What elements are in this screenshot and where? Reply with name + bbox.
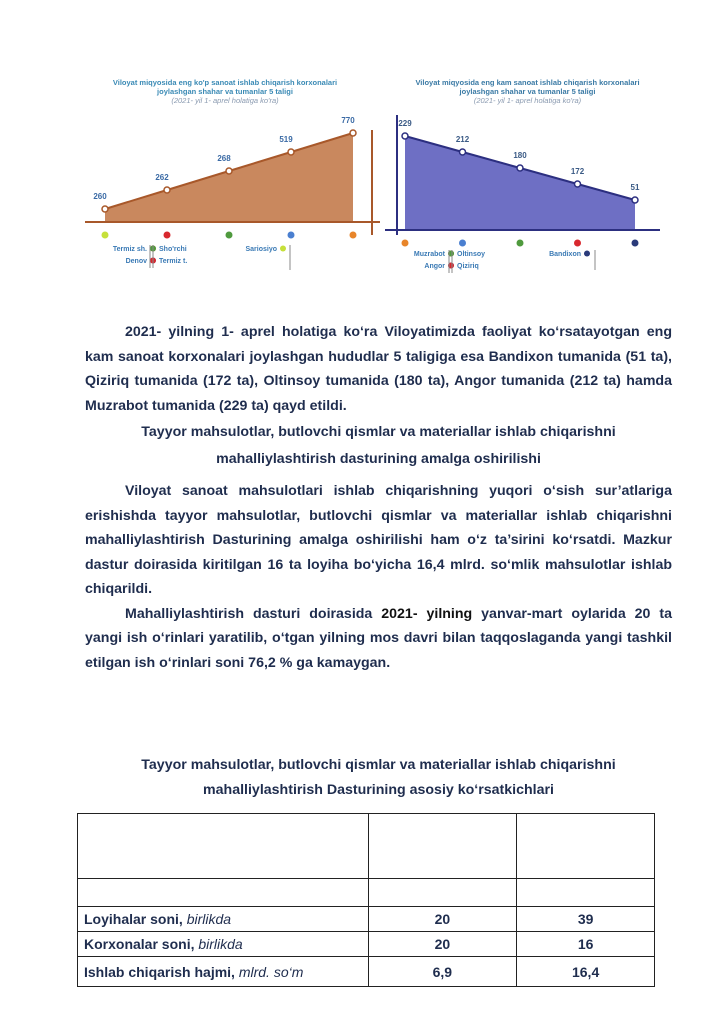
data-point (460, 149, 466, 155)
label-text: Ishlab chiqarish hajmi, (84, 963, 235, 980)
section-heading-line2: mahalliylashtirish dasturining amalga oshirilishi (216, 450, 541, 467)
paragraph-3 (85, 602, 672, 676)
label-text: Korxonalar soni, (84, 936, 195, 952)
category-dot (402, 240, 409, 247)
data-point (288, 149, 294, 155)
value-cell: 16,4 (517, 957, 655, 987)
body-text-1 (85, 320, 672, 675)
legend-dot (280, 246, 286, 252)
row-label (78, 907, 369, 932)
para3-text-a: Mahalliylashtirish dasturi doirasida (125, 605, 382, 622)
legend-label: Termiz sh. (112, 246, 147, 253)
chart-right-title (415, 78, 640, 105)
data-point (632, 197, 638, 203)
legend-label: Oltinsoy (457, 251, 486, 258)
subheader-cell (78, 879, 369, 907)
table-header-row (78, 814, 655, 879)
legend-label: Bandixon (549, 251, 581, 258)
header-cell (368, 814, 517, 879)
category-dot (102, 232, 109, 239)
legend-label: Sariosiyo (245, 246, 277, 253)
data-label: 229 (398, 119, 412, 128)
unit-text: birlikda (186, 911, 232, 927)
header-cell (517, 814, 655, 879)
data-point (575, 181, 581, 187)
data-label: 268 (217, 154, 231, 163)
category-dot (632, 240, 639, 247)
row-label (78, 957, 369, 987)
chart-left-title-text: Viloyat miqyosida eng ko'p sanoat ishlab chiqarish korxonalari joylashgan shahar va tumanlar 5 taligi (112, 78, 338, 96)
paragraph-2: Viloyat sanoat mahsulotlari ishlab chiqarishning yuqori o‘sish sur’atlariga erishishda tayyor mahsulotlar, butlovchi qismlar va materiallar ishlab chiqarishni mahalliylashtirish Dasturining amalga oshirilishi ham o‘z ta’sirini ko‘rsatdi. Mazkur dastur doirasida kiritilgan 16 ta loyiha bo‘yicha 16,4 mlrd. so‘mlik mahsulotlar ishlab chiqarildi. (85, 483, 672, 597)
category-dot (517, 240, 524, 247)
chart-left-subtitle: (2021- yil 1- aprel holatiga ko'ra) (171, 96, 279, 105)
para3-text-c: yanvar-mart oylarida 20 ta yangi ish o‘rinlari yaratilib, o‘tgan yilning mos davri bilan taqqoslaganda yangi tashkil etilgan ish o‘rinlari soni 76,2 % ga kamaygan. (85, 605, 673, 671)
data-point (164, 187, 170, 193)
data-label: 212 (455, 135, 470, 144)
para3-year: 2021- yilning (381, 605, 473, 622)
legend-label: Muzrabot (413, 251, 445, 258)
table-title-line2: mahalliylashtirish Dasturining asosiy ko‘rsatkichlari (203, 781, 554, 798)
subheader-cell (368, 879, 517, 907)
data-point (517, 165, 523, 171)
indicators-table (77, 813, 655, 987)
category-dot (226, 232, 233, 239)
value-cell: 20 (368, 907, 517, 932)
value-cell: 6,9 (368, 957, 517, 987)
legend-label: Qiziriq (457, 263, 479, 270)
data-label: 262 (155, 173, 169, 182)
table-row (78, 932, 655, 957)
section-heading-line1: Tayyor mahsulotlar, butlovchi qismlar va materiallar ishlab chiqarishni (141, 424, 616, 440)
value-cell: 16 (517, 932, 655, 957)
area-fill (105, 133, 353, 222)
legend-label: Termiz t. (159, 258, 188, 265)
paragraph-1: 2021- yilning 1- aprel holatiga ko‘ra Viloyatimizda faoliyat ko‘rsatayotgan eng kam sanoat korxonalari joylashgan hududlar 5 taligiga esa Bandixon tumanida (51 ta), Qiziriq tumanida (172 ta), Oltinsoy tumanida (180 ta), Angor tumanida (212 ta) hamda Muzrabot tumanida (229 ta) qayd etildi. (85, 324, 672, 414)
table-row (78, 907, 655, 932)
value-cell: 39 (517, 907, 655, 932)
legend-label: Angor (424, 263, 445, 270)
legend-label: Sho'rchi (159, 246, 187, 253)
data-point (226, 168, 232, 174)
category-dot (350, 232, 357, 239)
chart-left-title (110, 78, 340, 105)
value-cell: 20 (368, 932, 517, 957)
table-title-line1: Tayyor mahsulotlar, butlovchi qismlar va materiallar ishlab chiqarishni (141, 757, 616, 773)
data-point (402, 133, 408, 139)
data-label: 770 (341, 116, 355, 125)
subheader-cell (517, 879, 655, 907)
data-label: 180 (513, 151, 527, 160)
chart-right-title-text: Viloyat miqyosida eng kam sanoat ishlab chiqarish korxonalari joylashgan shahar va tumanlar 5 taligi (415, 78, 640, 96)
data-label: 172 (570, 167, 585, 176)
chart-least-industry (385, 110, 675, 280)
data-label: 519 (279, 135, 293, 144)
category-dot (288, 232, 295, 239)
row-label (78, 932, 369, 957)
data-label: 260 (93, 192, 107, 201)
data-label: 51 (630, 183, 640, 192)
category-dot (459, 240, 466, 247)
legend-dot (584, 251, 590, 257)
header-cell (78, 814, 369, 879)
table-row (78, 957, 655, 987)
chart-most-industry (80, 110, 380, 280)
chart-right-subtitle: (2021- yil 1- aprel holatiga ko'ra) (473, 96, 582, 105)
data-point (102, 206, 108, 212)
data-point (350, 130, 356, 136)
label-text: Loyihalar soni, (84, 911, 183, 927)
unit-text: mlrd. so‘m (238, 963, 304, 980)
category-dot (164, 232, 171, 239)
unit-text: birlikda (198, 936, 243, 952)
category-dot (574, 240, 581, 247)
legend-label: Denov (125, 258, 147, 265)
table-subheader-row (78, 879, 655, 907)
table-title (85, 753, 672, 802)
